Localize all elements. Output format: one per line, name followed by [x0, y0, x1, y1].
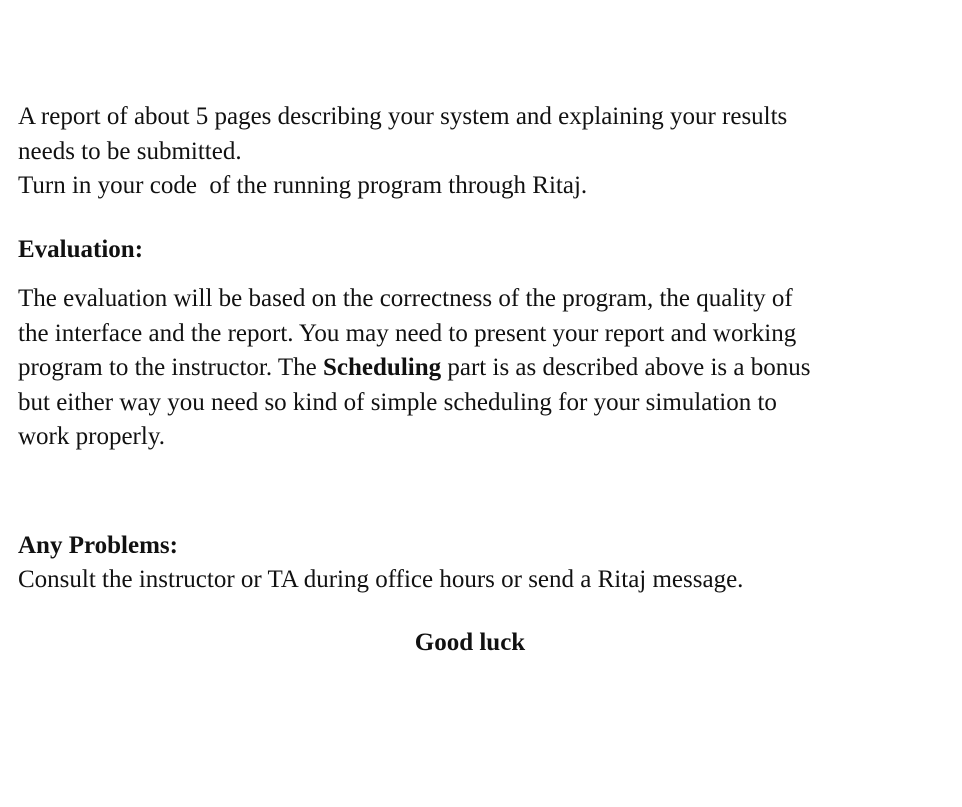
evaluation-heading: Evaluation:	[18, 236, 144, 263]
intro-line: needs to be submitted.	[18, 137, 242, 165]
evaluation-text: program to the instructor. The	[18, 354, 324, 381]
evaluation-line	[18, 351, 948, 386]
evaluation-line: The evaluation will be based on the correctness of the program, the quality of	[18, 285, 793, 312]
closing-text: Good luck	[414, 629, 526, 656]
problems-line: Consult the instructor or TA during office hours or send a Ritaj message.	[18, 566, 744, 593]
intro-paragraph	[18, 100, 948, 204]
problems-paragraph	[18, 563, 948, 598]
evaluation-line: work properly.	[18, 423, 165, 450]
evaluation-text: part is as described above is a bonus	[441, 354, 811, 381]
evaluation-paragraph	[18, 282, 948, 455]
problems-heading: Any Problems:	[18, 532, 178, 559]
scheduling-bold-term: Scheduling	[323, 354, 442, 381]
intro-line: Turn in your code of the running program through Ritaj.	[18, 172, 588, 199]
evaluation-line: the interface and the report. You may need to present your report and working	[18, 319, 797, 347]
evaluation-line: but either way you need so kind of simple scheduling for your simulation to	[18, 388, 777, 416]
intro-line: A report of about 5 pages describing your system and explaining your results	[18, 103, 788, 130]
